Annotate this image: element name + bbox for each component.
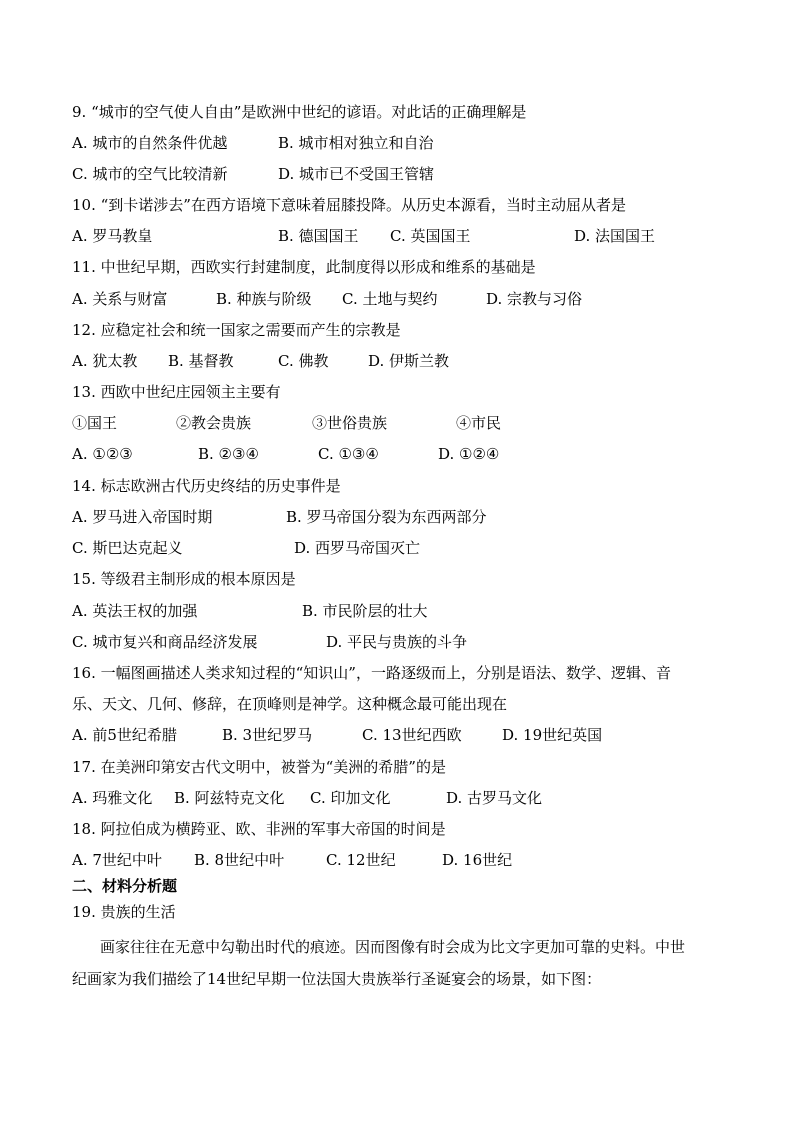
question-11-option-b: B. 种族与阶级 xyxy=(216,290,312,308)
question-16-option-c: C. 13世纪西欧 xyxy=(362,726,462,744)
question-12-stem: 12. 应稳定社会和统一国家之需要而产生的宗教是 xyxy=(72,321,401,339)
question-13-option-c: C. ①③④ xyxy=(318,445,379,463)
question-16-option-d: D. 19世纪英国 xyxy=(502,726,603,744)
question-9-stem: 9. “城市的空气使人自由”是欧洲中世纪的谚语。对此话的正确理解是 xyxy=(72,103,527,121)
question-12-option-c: C. 佛教 xyxy=(278,352,329,370)
question-19-title: 19. 贵族的生活 xyxy=(72,903,176,921)
question-11-options xyxy=(72,287,583,311)
question-10-option-c: C. 英国国王 xyxy=(390,227,471,245)
question-13-items xyxy=(72,411,502,435)
question-11-option-a: A. 关系与财富 xyxy=(72,290,168,308)
question-17-options xyxy=(72,786,543,810)
question-13-stem: 13. 西欧中世纪庄园领主主要有 xyxy=(72,383,281,401)
question-15-option-c: C. 城市复兴和商品经济发展 xyxy=(72,633,258,651)
question-10-option-b: B. 德国国王 xyxy=(278,227,359,245)
question-18-option-c: C. 12世纪 xyxy=(326,851,396,869)
material-paragraph-line-2: 纪画家为我们描绘了14世纪早期一位法国大贵族举行圣诞宴会的场景，如下图： xyxy=(72,970,602,988)
material-paragraph-line-1: 画家往往在无意中勾勒出时代的痕迹。因而图像有时会成为比文字更加可靠的史料。中世 xyxy=(100,938,686,956)
question-15-stem: 15. 等级君主制形成的根本原因是 xyxy=(72,570,296,588)
question-15-option-b: B. 市民阶层的壮大 xyxy=(302,602,428,620)
question-13-option-a: A. ①②③ xyxy=(72,445,133,463)
question-17-option-b: B. 阿兹特克文化 xyxy=(174,789,285,807)
question-12-option-d: D. 伊斯兰教 xyxy=(368,352,450,370)
question-11-stem: 11. 中世纪早期，西欧实行封建制度，此制度得以形成和维系的基础是 xyxy=(72,258,536,276)
question-12-options xyxy=(72,349,450,373)
question-17-option-a: A. 玛雅文化 xyxy=(72,789,153,807)
question-11-option-d: D. 宗教与习俗 xyxy=(486,290,583,308)
question-14-options-row-1 xyxy=(72,505,487,529)
question-13-item-1: ①国王 xyxy=(72,414,118,432)
question-16-options xyxy=(72,723,603,747)
question-9-options-row-1 xyxy=(72,131,434,155)
question-16-stem-line-1: 16. 一幅图画描述人类求知过程的“知识山”，一路逐级而上，分别是语法、数学、逻辑、音 xyxy=(72,664,671,682)
question-18-options xyxy=(72,848,513,872)
question-11-option-c: C. 土地与契约 xyxy=(342,290,438,308)
question-18-option-b: B. 8世纪中叶 xyxy=(194,851,285,869)
question-18-option-d: D. 16世纪 xyxy=(442,851,513,869)
question-13-options xyxy=(72,442,500,466)
question-12-option-b: B. 基督教 xyxy=(168,352,234,370)
question-15-options-row-2 xyxy=(72,630,468,654)
question-9-options-row-2 xyxy=(72,162,435,186)
question-18-option-a: A. 7世纪中叶 xyxy=(72,851,162,869)
question-18-stem: 18. 阿拉伯成为横跨亚、欧、非洲的军事大帝国的时间是 xyxy=(72,820,446,838)
question-15-option-a: A. 英法王权的加强 xyxy=(72,602,198,620)
question-14-option-a: A. 罗马进入帝国时期 xyxy=(72,508,213,526)
question-14-stem: 14. 标志欧洲古代历史终结的历史事件是 xyxy=(72,477,341,495)
question-13-option-d: D. ①②④ xyxy=(438,445,500,463)
question-10-option-d: D. 法国国王 xyxy=(574,227,656,245)
question-12-option-a: A. 犹太教 xyxy=(72,352,138,370)
question-14-option-c: C. 斯巴达克起义 xyxy=(72,539,183,557)
section-2-title: 二、材料分析题 xyxy=(72,877,178,895)
question-16-option-a: A. 前5世纪希腊 xyxy=(72,726,177,744)
question-16-option-b: B. 3世纪罗马 xyxy=(222,726,313,744)
question-10-options xyxy=(72,224,656,248)
question-15-options-row-1 xyxy=(72,599,428,623)
question-13-option-b: B. ②③④ xyxy=(198,445,259,463)
question-13-item-2: ②教会贵族 xyxy=(176,414,252,432)
question-9-option-a: A. 城市的自然条件优越 xyxy=(72,134,228,152)
question-9-option-d: D. 城市已不受国王管辖 xyxy=(278,165,435,183)
question-17-option-d: D. 古罗马文化 xyxy=(446,789,543,807)
question-10-stem: 10. “到卡诺涉去”在西方语境下意味着屈膝投降。从历史本源看，当时主动屈从者是 xyxy=(72,196,626,214)
question-14-option-b: B. 罗马帝国分裂为东西两部分 xyxy=(286,508,487,526)
question-17-stem: 17. 在美洲印第安古代文明中，被誉为“美洲的希腊”的是 xyxy=(72,758,446,776)
question-13-item-4: ④市民 xyxy=(456,414,502,432)
question-9-option-b: B. 城市相对独立和自治 xyxy=(278,134,434,152)
question-10-option-a: A. 罗马教皇 xyxy=(72,227,153,245)
question-9-option-c: C. 城市的空气比较清新 xyxy=(72,165,228,183)
question-14-options-row-2 xyxy=(72,536,421,560)
question-17-option-c: C. 印加文化 xyxy=(310,789,391,807)
question-15-option-d: D. 平民与贵族的斗争 xyxy=(326,633,468,651)
question-16-stem-line-2: 乐、天文、几何、修辞，在顶峰则是神学。这种概念最可能出现在 xyxy=(72,695,508,713)
question-14-option-d: D. 西罗马帝国灭亡 xyxy=(294,539,421,557)
question-13-item-3: ③世俗贵族 xyxy=(312,414,388,432)
